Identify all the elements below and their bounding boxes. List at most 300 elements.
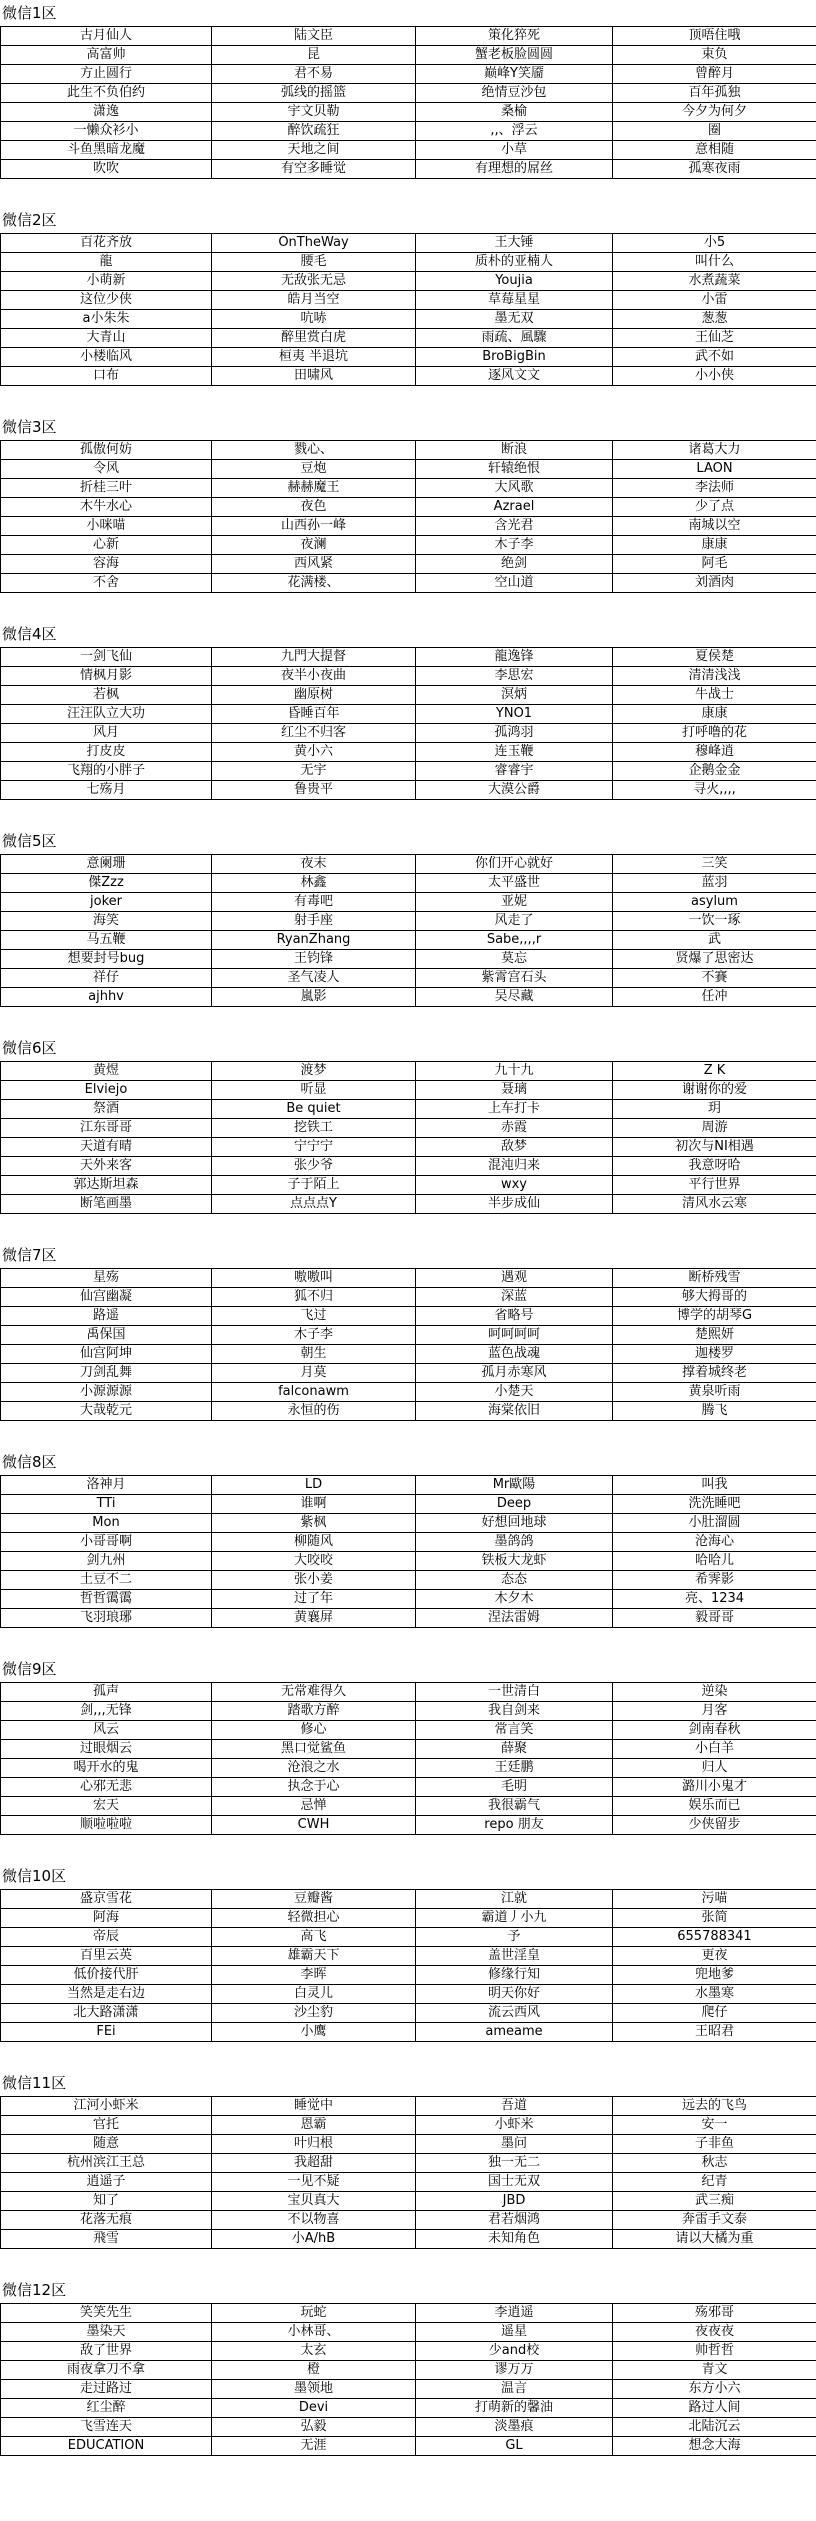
name-cell[interactable]: 归人 [613, 1759, 816, 1778]
name-cell[interactable]: 李法师 [613, 479, 816, 498]
name-cell[interactable]: 心新 [1, 536, 212, 555]
name-cell[interactable]: 远去的飞鸟 [613, 2097, 816, 2116]
name-cell[interactable]: 沧海心 [613, 1533, 816, 1552]
name-cell[interactable]: 圈 [613, 122, 816, 141]
name-cell[interactable]: 小咪喵 [1, 517, 212, 536]
name-cell[interactable]: 王昭君 [613, 2023, 816, 2042]
name-cell[interactable]: 大漠公爵 [416, 781, 613, 800]
name-cell[interactable]: 帅哲哲 [613, 2342, 816, 2361]
name-cell[interactable]: 小5 [613, 234, 816, 253]
name-cell[interactable]: 墨领地 [212, 2380, 416, 2399]
name-cell[interactable]: repo 朋友 [416, 1816, 613, 1835]
name-cell[interactable]: CWH [212, 1816, 416, 1835]
name-cell[interactable]: 豆炮 [212, 460, 416, 479]
name-cell[interactable]: 黄小六 [212, 743, 416, 762]
name-cell[interactable]: 橙 [212, 2361, 416, 2380]
name-cell[interactable]: 百里云英 [1, 1947, 212, 1966]
name-cell[interactable]: asylum [613, 893, 816, 912]
name-cell[interactable]: 溟炳 [416, 686, 613, 705]
name-cell[interactable]: 王钧锋 [212, 950, 416, 969]
name-cell[interactable]: 风月 [1, 724, 212, 743]
name-cell[interactable]: 任冲 [613, 988, 816, 1007]
name-cell[interactable]: 奔雷手文泰 [613, 2211, 816, 2230]
name-cell[interactable]: ameame [416, 2023, 613, 2042]
name-cell[interactable]: 质朴的亚楠人 [416, 253, 613, 272]
name-cell[interactable]: 王廷鹏 [416, 1759, 613, 1778]
name-cell[interactable]: 兜地爹 [613, 1966, 816, 1985]
name-cell[interactable]: GL [416, 2437, 613, 2456]
name-cell[interactable]: 戮心、 [212, 441, 416, 460]
name-cell[interactable]: 谬万万 [416, 2361, 613, 2380]
name-cell[interactable]: 大风歌 [416, 479, 613, 498]
name-cell[interactable]: 平行世界 [613, 1176, 816, 1195]
name-cell[interactable]: 田啸风 [212, 367, 416, 386]
name-cell[interactable]: 敌了世界 [1, 2342, 212, 2361]
name-cell[interactable]: 陆文臣 [212, 27, 416, 46]
name-cell[interactable]: 盖世淫皇 [416, 1947, 613, 1966]
name-cell[interactable]: 纪青 [613, 2173, 816, 2192]
name-cell[interactable]: 赤霞 [416, 1119, 613, 1138]
name-cell[interactable]: 木夕木 [416, 1590, 613, 1609]
name-cell[interactable]: 安一 [613, 2116, 816, 2135]
name-cell[interactable]: 玩蛇 [212, 2304, 416, 2323]
name-cell[interactable]: 夜夜夜 [613, 2323, 816, 2342]
name-cell[interactable]: 夜澜 [212, 536, 416, 555]
name-cell[interactable]: 幽原树 [212, 686, 416, 705]
name-cell[interactable]: 孤寒夜雨 [613, 160, 816, 179]
name-cell[interactable]: 束负 [613, 46, 816, 65]
name-cell[interactable]: 小楼临风 [1, 348, 212, 367]
name-cell[interactable]: falconawm [212, 1383, 416, 1402]
name-cell[interactable]: 赫赫魔王 [212, 479, 416, 498]
name-cell[interactable]: 剑,,,无锋 [1, 1702, 212, 1721]
name-cell[interactable]: 马五鞭 [1, 931, 212, 950]
name-cell[interactable]: 江河小虾米 [1, 2097, 212, 2116]
name-cell[interactable]: 斗鱼黑暗龙魔 [1, 141, 212, 160]
name-cell[interactable]: 洗洗睡吧 [613, 1495, 816, 1514]
name-cell[interactable]: 天道有晴 [1, 1138, 212, 1157]
name-cell[interactable]: 更夜 [613, 1947, 816, 1966]
name-cell[interactable]: 牛战士 [613, 686, 816, 705]
name-cell[interactable]: 黄襄屏 [212, 1609, 416, 1628]
name-cell[interactable]: 楚熙妍 [613, 1326, 816, 1345]
name-cell[interactable]: 蟹老板脸圆圆 [416, 46, 613, 65]
name-cell[interactable]: 桓夷 半退坑 [212, 348, 416, 367]
name-cell[interactable]: 不賽 [613, 969, 816, 988]
name-cell[interactable]: 沙尘豹 [212, 2004, 416, 2023]
name-cell[interactable]: 穆峰逍 [613, 743, 816, 762]
name-cell[interactable]: 遥星 [416, 2323, 613, 2342]
name-cell[interactable]: 阿毛 [613, 555, 816, 574]
name-cell[interactable]: 绝剑 [416, 555, 613, 574]
name-cell[interactable]: Youjia [416, 272, 613, 291]
name-cell[interactable]: 皓月当空 [212, 291, 416, 310]
name-cell[interactable]: 走过路过 [1, 2380, 212, 2399]
name-cell[interactable]: wxy [416, 1176, 613, 1195]
name-cell[interactable]: 大青山 [1, 329, 212, 348]
name-cell[interactable]: 潞川小鬼才 [613, 1778, 816, 1797]
name-cell[interactable]: 南城以空 [613, 517, 816, 536]
name-cell[interactable]: 弧线的摇篮 [212, 84, 416, 103]
name-cell[interactable]: 国士无双 [416, 2173, 613, 2192]
name-cell[interactable]: 帝辰 [1, 1928, 212, 1947]
name-cell[interactable]: 朝生 [212, 1345, 416, 1364]
name-cell[interactable]: 巅峰Y笑靥 [416, 65, 613, 84]
name-cell[interactable]: ,,、浮云 [416, 122, 613, 141]
name-cell[interactable]: LAON [613, 460, 816, 479]
name-cell[interactable]: 谢谢你的爱 [613, 1081, 816, 1100]
name-cell[interactable]: 打萌新的馨油 [416, 2399, 613, 2418]
name-cell[interactable]: JBD [416, 2192, 613, 2211]
name-cell[interactable]: 木子李 [212, 1326, 416, 1345]
name-cell[interactable]: 七殇月 [1, 781, 212, 800]
name-cell[interactable]: 九門大提督 [212, 648, 416, 667]
name-cell[interactable]: 星殇 [1, 1269, 212, 1288]
name-cell[interactable]: 宁宁宁 [212, 1138, 416, 1157]
name-cell[interactable]: 吹吹 [1, 160, 212, 179]
name-cell[interactable]: 康康 [613, 536, 816, 555]
name-cell[interactable]: 鲁贵平 [212, 781, 416, 800]
name-cell[interactable]: 好想回地球 [416, 1514, 613, 1533]
name-cell[interactable]: 弘毅 [212, 2418, 416, 2437]
name-cell[interactable]: 紫霄宫石头 [416, 969, 613, 988]
name-cell[interactable]: 予 [416, 1928, 613, 1947]
name-cell[interactable]: 李逍遥 [416, 2304, 613, 2323]
name-cell[interactable]: 不舍 [1, 574, 212, 593]
name-cell[interactable]: ajhhv [1, 988, 212, 1007]
name-cell[interactable]: 花满楼、 [212, 574, 416, 593]
name-cell[interactable]: 子于陌上 [212, 1176, 416, 1195]
name-cell[interactable]: 清清浅浅 [613, 667, 816, 686]
name-cell[interactable]: 令风 [1, 460, 212, 479]
name-cell[interactable]: 木牛水心 [1, 498, 212, 517]
name-cell[interactable]: 黄煜 [1, 1062, 212, 1081]
name-cell[interactable]: 亚妮 [416, 893, 613, 912]
name-cell[interactable]: 吾道 [416, 2097, 613, 2116]
name-cell[interactable]: 高富帅 [1, 46, 212, 65]
name-cell[interactable]: 清风水云寒 [613, 1195, 816, 1214]
name-cell[interactable]: YNO1 [416, 705, 613, 724]
name-cell[interactable]: 刀剑乱舞 [1, 1364, 212, 1383]
name-cell[interactable]: 宏天 [1, 1797, 212, 1816]
name-cell[interactable]: 路过人间 [613, 2399, 816, 2418]
name-cell[interactable]: Azrael [416, 498, 613, 517]
name-cell[interactable]: 一剑飞仙 [1, 648, 212, 667]
name-cell[interactable]: 风走了 [416, 912, 613, 931]
name-cell[interactable]: 汪汪队立大功 [1, 705, 212, 724]
name-cell[interactable]: 腰毛 [212, 253, 416, 272]
name-cell[interactable]: 柳随风 [212, 1533, 416, 1552]
name-cell[interactable]: 诸葛大力 [613, 441, 816, 460]
name-cell[interactable]: 刘酒肉 [613, 574, 816, 593]
name-cell[interactable]: 我超甜 [212, 2154, 416, 2173]
name-cell[interactable]: Sabe,,,,r [416, 931, 613, 950]
name-cell[interactable]: 武三痴 [613, 2192, 816, 2211]
name-cell[interactable]: 想要封号bug [1, 950, 212, 969]
name-cell[interactable]: 叫什么 [613, 253, 816, 272]
name-cell[interactable]: 修缘行知 [416, 1966, 613, 1985]
name-cell[interactable]: 小肚溜圆 [613, 1514, 816, 1533]
name-cell[interactable]: 北大路潇潇 [1, 2004, 212, 2023]
name-cell[interactable]: 一世清白 [416, 1683, 613, 1702]
name-cell[interactable]: 哲哲霭霭 [1, 1590, 212, 1609]
name-cell[interactable]: 霸道丿小九 [416, 1909, 613, 1928]
name-cell[interactable]: 有空多睡觉 [212, 160, 416, 179]
name-cell[interactable]: 不以物喜 [212, 2211, 416, 2230]
name-cell[interactable]: 点点点Y [212, 1195, 416, 1214]
name-cell[interactable]: 墨问 [416, 2135, 613, 2154]
name-cell[interactable]: 孤声 [1, 1683, 212, 1702]
name-cell[interactable]: 祭酒 [1, 1100, 212, 1119]
name-cell[interactable]: Mr歐陽 [416, 1476, 613, 1495]
name-cell[interactable]: 君若烟鸿 [416, 2211, 613, 2230]
name-cell[interactable]: 张小姜 [212, 1571, 416, 1590]
name-cell[interactable]: 叫我 [613, 1476, 816, 1495]
name-cell[interactable]: 秋志 [613, 2154, 816, 2173]
name-cell[interactable]: 涅法雷姆 [416, 1609, 613, 1628]
name-cell[interactable]: 上车打卡 [416, 1100, 613, 1119]
name-cell[interactable]: 张少爷 [212, 1157, 416, 1176]
name-cell[interactable]: 亮、1234 [613, 1590, 816, 1609]
name-cell[interactable]: 张简 [613, 1909, 816, 1928]
name-cell[interactable]: 墨鸽鸽 [416, 1533, 613, 1552]
name-cell[interactable]: 孤傲何妨 [1, 441, 212, 460]
name-cell[interactable]: 过了年 [212, 1590, 416, 1609]
name-cell[interactable]: 容海 [1, 555, 212, 574]
name-cell[interactable]: Devi [212, 2399, 416, 2418]
name-cell[interactable]: 爬仔 [613, 2004, 816, 2023]
name-cell[interactable]: 龍 [1, 253, 212, 272]
name-cell[interactable]: 无常难得久 [212, 1683, 416, 1702]
name-cell[interactable]: 小楚天 [416, 1383, 613, 1402]
name-cell[interactable]: 古月仙人 [1, 27, 212, 46]
name-cell[interactable]: 独一无二 [416, 2154, 613, 2173]
name-cell[interactable]: 小萌新 [1, 272, 212, 291]
name-cell[interactable]: 忌惮 [212, 1797, 416, 1816]
name-cell[interactable]: 红尘不归客 [212, 724, 416, 743]
name-cell[interactable]: 655788341 [613, 1928, 816, 1947]
name-cell[interactable]: 曾醉月 [613, 65, 816, 84]
name-cell[interactable]: 黄泉听雨 [613, 1383, 816, 1402]
name-cell[interactable]: 剑南春秋 [613, 1721, 816, 1740]
name-cell[interactable]: 桑榆 [416, 103, 613, 122]
name-cell[interactable]: 孤鸿羽 [416, 724, 613, 743]
name-cell[interactable]: 叶归根 [212, 2135, 416, 2154]
name-cell[interactable]: 林鑫 [212, 874, 416, 893]
name-cell[interactable]: 撑着城终老 [613, 1364, 816, 1383]
name-cell[interactable]: 北陆沉云 [613, 2418, 816, 2437]
name-cell[interactable]: 飞雪连天 [1, 2418, 212, 2437]
name-cell[interactable]: 流云西风 [416, 2004, 613, 2023]
name-cell[interactable]: 大咬咬 [212, 1552, 416, 1571]
name-cell[interactable]: 意阑珊 [1, 855, 212, 874]
name-cell[interactable]: 蓝色战魂 [416, 1345, 613, 1364]
name-cell[interactable]: 恩霸 [212, 2116, 416, 2135]
name-cell[interactable]: Deep [416, 1495, 613, 1514]
name-cell[interactable]: 白灵儿 [212, 1985, 416, 2004]
name-cell[interactable]: 未知角色 [416, 2230, 613, 2249]
name-cell[interactable]: 渡梦 [212, 1062, 416, 1081]
name-cell[interactable]: 轻微担心 [212, 1909, 416, 1928]
name-cell[interactable]: 祥仔 [1, 969, 212, 988]
name-cell[interactable]: FEi [1, 2023, 212, 2042]
name-cell[interactable]: 有理想的屌丝 [416, 160, 613, 179]
name-cell[interactable]: 仙宫阿坤 [1, 1345, 212, 1364]
name-cell[interactable]: 情枫月影 [1, 667, 212, 686]
name-cell[interactable]: 西风紧 [212, 555, 416, 574]
name-cell[interactable]: 夏侯楚 [613, 648, 816, 667]
name-cell[interactable]: 飞过 [212, 1307, 416, 1326]
name-cell[interactable]: 禹保国 [1, 1326, 212, 1345]
name-cell[interactable]: 今夕为何夕 [613, 103, 816, 122]
name-cell[interactable]: 一懒众衫小 [1, 122, 212, 141]
name-cell[interactable]: 小草 [416, 141, 613, 160]
name-cell[interactable]: 小虾米 [416, 2116, 613, 2135]
name-cell[interactable]: 小小侠 [613, 367, 816, 386]
name-cell[interactable]: 王大锤 [416, 234, 613, 253]
name-cell[interactable]: 射手座 [212, 912, 416, 931]
name-cell[interactable]: 逆染 [613, 1683, 816, 1702]
name-cell[interactable]: 混沌归来 [416, 1157, 613, 1176]
name-cell[interactable]: 毅哥哥 [613, 1609, 816, 1628]
name-cell[interactable]: BroBigBin [416, 348, 613, 367]
name-cell[interactable]: 周游 [613, 1119, 816, 1138]
name-cell[interactable]: 半步成仙 [416, 1195, 613, 1214]
name-cell[interactable]: 海棠依旧 [416, 1402, 613, 1421]
name-cell[interactable]: 轩辕绝恨 [416, 460, 613, 479]
name-cell[interactable]: 江就 [416, 1890, 613, 1909]
name-cell[interactable]: 水煮蔬菜 [613, 272, 816, 291]
name-cell[interactable]: 月莫 [212, 1364, 416, 1383]
name-cell[interactable]: 木子李 [416, 536, 613, 555]
name-cell[interactable]: 墨染天 [1, 2323, 212, 2342]
name-cell[interactable]: 初次与NI相遇 [613, 1138, 816, 1157]
name-cell[interactable]: 少and校 [416, 2342, 613, 2361]
name-cell[interactable]: 豆瓣酱 [212, 1890, 416, 1909]
name-cell[interactable]: 宇文贝勒 [212, 103, 416, 122]
name-cell[interactable]: 沧浪之水 [212, 1759, 416, 1778]
name-cell[interactable]: 紫枫 [212, 1514, 416, 1533]
name-cell[interactable]: 水墨寒 [613, 1985, 816, 2004]
name-cell[interactable]: 阿海 [1, 1909, 212, 1928]
name-cell[interactable]: 龍逸锋 [416, 648, 613, 667]
name-cell[interactable]: 傑Zzz [1, 874, 212, 893]
name-cell[interactable]: 飞羽琅琊 [1, 1609, 212, 1628]
name-cell[interactable]: 子非鱼 [613, 2135, 816, 2154]
name-cell[interactable]: 遇观 [416, 1269, 613, 1288]
name-cell[interactable]: 温言 [416, 2380, 613, 2399]
name-cell[interactable]: 空山道 [416, 574, 613, 593]
name-cell[interactable]: 有毒吧 [212, 893, 416, 912]
name-cell[interactable]: 深蓝 [416, 1288, 613, 1307]
name-cell[interactable]: 随意 [1, 2135, 212, 2154]
name-cell[interactable]: 江东哥哥 [1, 1119, 212, 1138]
name-cell[interactable]: 玥 [613, 1100, 816, 1119]
name-cell[interactable]: 李晖 [212, 1966, 416, 1985]
name-cell[interactable]: 少侠留步 [613, 1816, 816, 1835]
name-cell[interactable]: 剑九州 [1, 1552, 212, 1571]
name-cell[interactable]: 方止圆行 [1, 65, 212, 84]
name-cell[interactable]: 殇邪哥 [613, 2304, 816, 2323]
name-cell[interactable]: 百花齐放 [1, 234, 212, 253]
name-cell[interactable]: 逐风文文 [416, 367, 613, 386]
name-cell[interactable]: OnTheWay [212, 234, 416, 253]
name-cell[interactable]: 断浪 [416, 441, 613, 460]
name-cell[interactable]: 希霁影 [613, 1571, 816, 1590]
name-cell[interactable]: 小林哥、 [212, 2323, 416, 2342]
name-cell[interactable]: Mon [1, 1514, 212, 1533]
name-cell[interactable]: 一饮一琢 [613, 912, 816, 931]
name-cell[interactable]: 呵呵呵呵 [416, 1326, 613, 1345]
name-cell[interactable]: 小A/hB [212, 2230, 416, 2249]
name-cell[interactable]: 想念大海 [613, 2437, 816, 2456]
name-cell[interactable]: 无涯 [212, 2437, 416, 2456]
name-cell[interactable]: 月客 [613, 1702, 816, 1721]
name-cell[interactable]: 少了点 [613, 498, 816, 517]
name-cell[interactable]: 小哥哥啊 [1, 1533, 212, 1552]
name-cell[interactable]: 迦楼罗 [613, 1345, 816, 1364]
name-cell[interactable]: 此生不负伯约 [1, 84, 212, 103]
name-cell[interactable]: 草莓星星 [416, 291, 613, 310]
name-cell[interactable]: 无宇 [212, 762, 416, 781]
name-cell[interactable]: 武 [613, 931, 816, 950]
name-cell[interactable]: 路遥 [1, 1307, 212, 1326]
name-cell[interactable]: 墨无双 [416, 310, 613, 329]
name-cell[interactable]: 葱葱 [613, 310, 816, 329]
name-cell[interactable]: 含光君 [416, 517, 613, 536]
name-cell[interactable]: 无敌张无忌 [212, 272, 416, 291]
name-cell[interactable]: 我意呀哈 [613, 1157, 816, 1176]
name-cell[interactable]: 态态 [416, 1571, 613, 1590]
name-cell[interactable]: 飛雪 [1, 2230, 212, 2249]
name-cell[interactable]: 郭达斯坦森 [1, 1176, 212, 1195]
name-cell[interactable]: 宝贝真大 [212, 2192, 416, 2211]
name-cell[interactable]: 盛京雪花 [1, 1890, 212, 1909]
name-cell[interactable]: 海笑 [1, 912, 212, 931]
name-cell[interactable]: 土豆不二 [1, 1571, 212, 1590]
name-cell[interactable]: 大哉乾元 [1, 1402, 212, 1421]
name-cell[interactable]: 官托 [1, 2116, 212, 2135]
name-cell[interactable]: 太玄 [212, 2342, 416, 2361]
name-cell[interactable]: 吭哧 [212, 310, 416, 329]
name-cell[interactable]: 这位少侠 [1, 291, 212, 310]
name-cell[interactable]: 天外来客 [1, 1157, 212, 1176]
name-cell[interactable]: Elviejo [1, 1081, 212, 1100]
name-cell[interactable]: 红尘醉 [1, 2399, 212, 2418]
name-cell[interactable]: 孤月赤寒风 [416, 1364, 613, 1383]
name-cell[interactable]: 三笑 [613, 855, 816, 874]
name-cell[interactable]: 当然是走右边 [1, 1985, 212, 2004]
name-cell[interactable]: 雨夜拿刀不拿 [1, 2361, 212, 2380]
name-cell[interactable]: Z K [613, 1062, 816, 1081]
name-cell[interactable]: 修心 [212, 1721, 416, 1740]
name-cell[interactable]: 淡墨痕 [416, 2418, 613, 2437]
name-cell[interactable]: 污喵 [613, 1890, 816, 1909]
name-cell[interactable]: EDUCATION [1, 2437, 212, 2456]
name-cell[interactable]: 洛神月 [1, 1476, 212, 1495]
name-cell[interactable]: 顺啦啦啦 [1, 1816, 212, 1835]
name-cell[interactable]: 踏歌方醉 [212, 1702, 416, 1721]
name-cell[interactable]: RyanZhang [212, 931, 416, 950]
name-cell[interactable]: 昏睡百年 [212, 705, 416, 724]
name-cell[interactable]: 小雷 [613, 291, 816, 310]
name-cell[interactable]: 黑口觉鲨鱼 [212, 1740, 416, 1759]
name-cell[interactable]: 嵐影 [212, 988, 416, 1007]
name-cell[interactable]: 聂璃 [416, 1081, 613, 1100]
name-cell[interactable]: 仙宫幽凝 [1, 1288, 212, 1307]
name-cell[interactable]: 断笔画墨 [1, 1195, 212, 1214]
name-cell[interactable]: 雨疏、風驟 [416, 329, 613, 348]
